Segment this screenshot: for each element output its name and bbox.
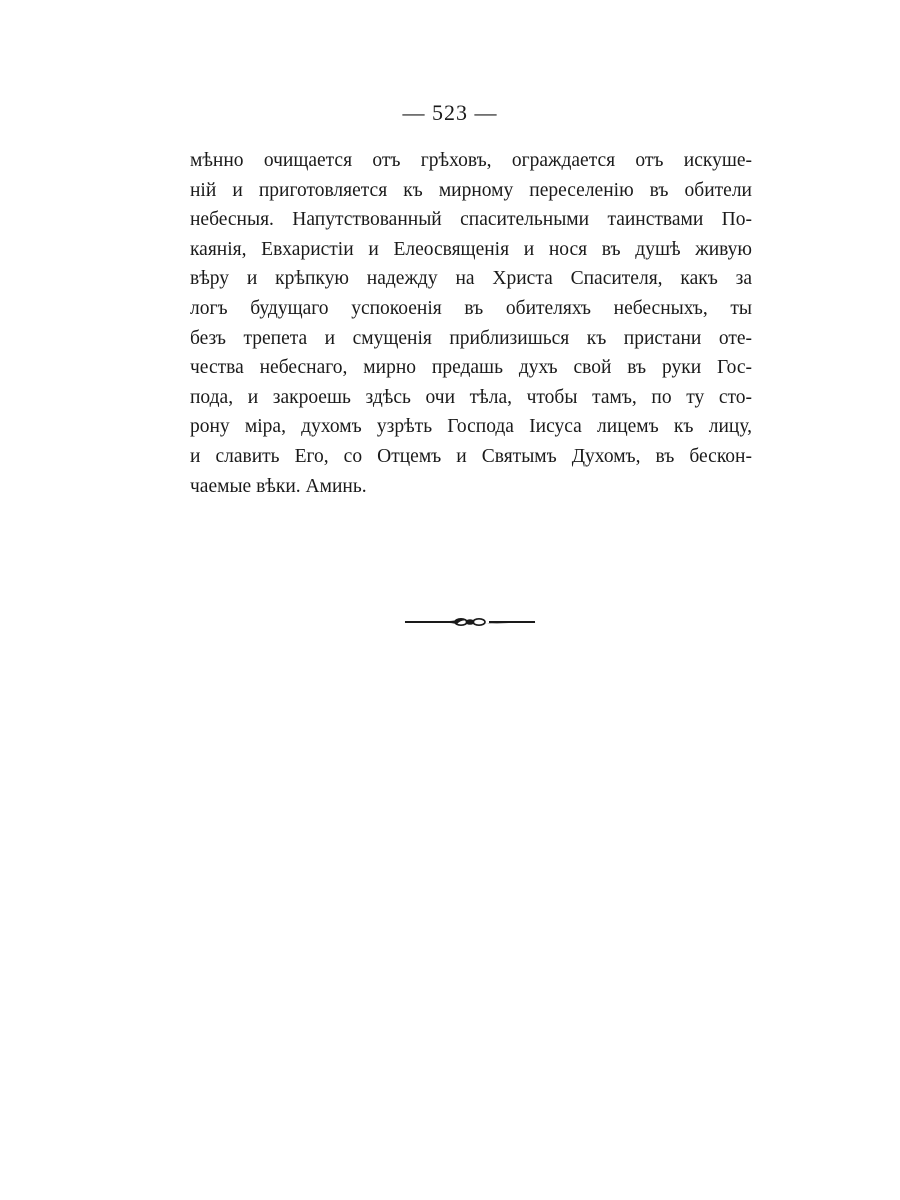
scroll-ornament-icon: [403, 614, 537, 630]
text-line: безъ трепета и смущенія приблизишься къ пристани оте-: [190, 327, 752, 349]
text-line: рону міра, духомъ узрѣть Господа Іисуса лицемъ къ лицу,: [190, 416, 752, 438]
text-line: ній и приготовляется къ мирному переселенію въ обители: [190, 179, 752, 201]
page-number: — 523 —: [402, 100, 498, 125]
text-line: пода, и закроешь здѣсь очи тѣла, чтобы тамъ, по ту сто-: [190, 386, 752, 408]
text-line: небесныя. Напутствованный спасительными таинствами По-: [190, 209, 752, 231]
text-line: вѣру и крѣпкую надежду на Христа Спасителя, какъ за: [190, 268, 752, 290]
text-line: чества небеснаго, мирно предашь духъ свой въ руки Гос-: [190, 357, 752, 379]
text-line: логъ будущаго успокоенія въ обителяхъ небесныхъ, ты: [190, 297, 752, 319]
text-line: каянія, Евхаристіи и Елеосвященія и нося въ душѣ живую: [190, 238, 752, 260]
text-line: мѣнно очищается отъ грѣховъ, ограждается отъ искуше-: [190, 150, 752, 171]
body-text: [190, 146, 752, 501]
text-line: и славить Его, со Отцемъ и Святымъ Духомъ, въ бескон-: [190, 445, 752, 467]
text-line: чаемые вѣки. Аминь.: [190, 475, 367, 497]
